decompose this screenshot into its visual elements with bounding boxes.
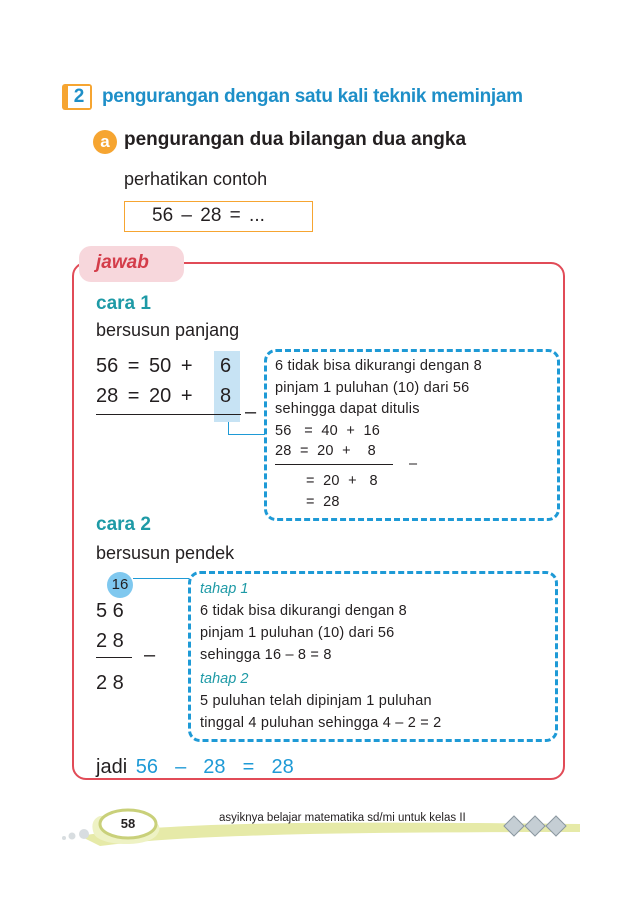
section-title: pengurangan dengan satu kali teknik meminjam	[102, 86, 523, 107]
cara2-subtitle: bersusun pendek	[96, 543, 235, 563]
cara2-top-number: 5 6	[96, 600, 124, 622]
cara1-note-minus: –	[409, 456, 418, 472]
footer-text: asyiknya belajar matematika sd/mi untuk kelas II	[219, 812, 466, 824]
cara1-sum-line	[96, 414, 241, 415]
cara2-minus: –	[144, 644, 156, 666]
tahap2-label: tahap 2	[200, 671, 249, 687]
problem-text: 56 – 28 = ...	[152, 205, 265, 226]
conclusion-prefix: jadi	[96, 756, 128, 778]
section-number: 2	[68, 86, 90, 108]
cara2-bottom-number: 2 8	[96, 630, 124, 652]
cara1-note-line1: 6 tidak bisa dikurangi dengan 8	[275, 358, 482, 374]
cara1-subtitle: bersusun panjang	[96, 320, 240, 340]
conclusion-line	[96, 756, 294, 779]
cara1-line1-digit: 6	[220, 355, 232, 377]
tahap2-line2: tinggal 4 puluhan sehingga 4 – 2 = 2	[200, 715, 442, 731]
cara1-line2-digit: 8	[220, 385, 232, 407]
cara1-line2: 28 = 20 +	[96, 385, 193, 407]
cara1-note-line6: = 20 + 8	[306, 473, 378, 489]
cara1-minus: –	[245, 401, 257, 423]
cara1-connector	[228, 422, 265, 435]
borrow-circle: 16	[107, 572, 133, 598]
tahap1-line3: sehingga 16 – 8 = 8	[200, 647, 332, 663]
cara1-note-line2: pinjam 1 puluhan (10) dari 56	[275, 380, 470, 396]
cara2-title: cara 2	[96, 514, 151, 535]
cara2-connector	[133, 578, 189, 579]
page-number: 58	[120, 816, 136, 831]
cara1-note-sum-line	[275, 464, 393, 465]
instruction-text: perhatikan contoh	[124, 169, 268, 189]
conclusion-equation: 56 – 28 = 28	[135, 756, 294, 778]
tahap1-label: tahap 1	[200, 581, 249, 597]
tahap1-line1: 6 tidak bisa dikurangi dengan 8	[200, 603, 407, 619]
cara1-note-line7: = 28	[306, 494, 340, 510]
cara2-result: 2 8	[96, 672, 124, 694]
jawab-label: jawab	[96, 252, 149, 273]
tahap1-line2: pinjam 1 puluhan (10) dari 56	[200, 625, 395, 641]
cara2-sum-line	[96, 657, 132, 658]
subsection-letter: a	[93, 130, 117, 154]
diamond-icon	[504, 816, 566, 836]
cara1-line1: 56 = 50 +	[96, 355, 193, 377]
tahap2-line1: 5 puluhan telah dipinjam 1 puluhan	[200, 693, 432, 709]
cara1-note-line4: 56 = 40 + 16	[275, 423, 380, 439]
section-number-badge	[62, 84, 92, 110]
cara1-note-line3: sehingga dapat ditulis	[275, 401, 420, 417]
cara1-note-line5: 28 = 20 + 8	[275, 443, 376, 459]
cara1-title: cara 1	[96, 293, 151, 314]
subsection-title: pengurangan dua bilangan dua angka	[124, 129, 467, 150]
